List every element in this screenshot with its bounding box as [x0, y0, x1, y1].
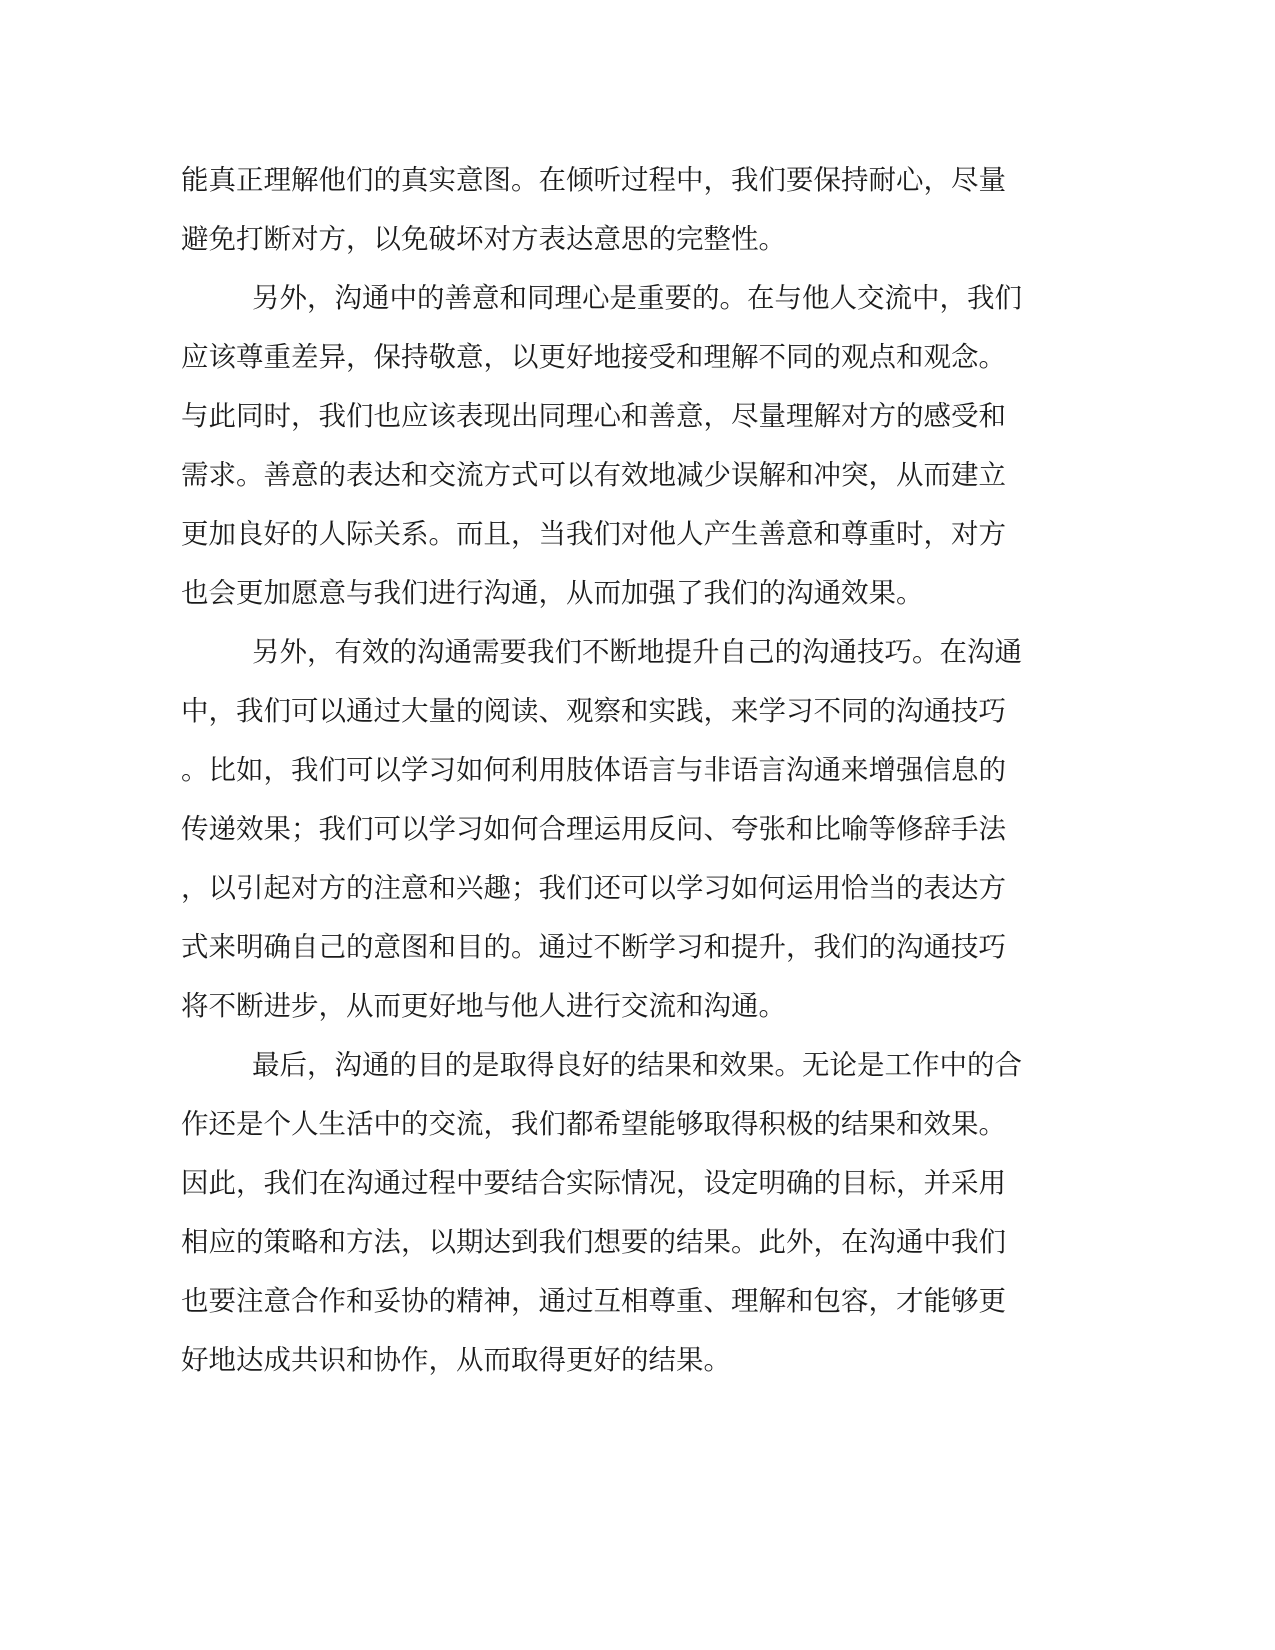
paragraph-4-line-3: 因此，我们在沟通过程中要结合实际情况，设定明确的目标，并采用 — [181, 1167, 1006, 1199]
paragraph-3-line-3: 。比如，我们可以学习如何利用肢体语言与非语言沟通来增强信息的 — [181, 754, 1006, 786]
paragraph-2-line-4: 需求。善意的表达和交流方式可以有效地减少误解和冲突，从而建立 — [181, 459, 1006, 491]
paragraph-2-line-2: 应该尊重差异，保持敬意，以更好地接受和理解不同的观点和观念。 — [181, 341, 1006, 373]
paragraph-3-line-7: 将不断进步，从而更好地与他人进行交流和沟通。 — [181, 990, 786, 1022]
paragraph-1-line-2: 避免打断对方，以免破坏对方表达意思的完整性。 — [181, 223, 786, 255]
paragraph-1-line-1: 能真正理解他们的真实意图。在倾听过程中，我们要保持耐心，尽量 — [181, 164, 1006, 196]
paragraph-3-line-1: 另外，有效的沟通需要我们不断地提升自己的沟通技巧。在沟通 — [252, 636, 1022, 668]
paragraph-4-line-5: 也要注意合作和妥协的精神，通过互相尊重、理解和包容，才能够更 — [181, 1285, 1006, 1317]
paragraph-2-line-1: 另外，沟通中的善意和同理心是重要的。在与他人交流中，我们 — [252, 282, 1022, 314]
paragraph-3-line-2: 中，我们可以通过大量的阅读、观察和实践，来学习不同的沟通技巧 — [181, 695, 1006, 727]
paragraph-2-line-3: 与此同时，我们也应该表现出同理心和善意，尽量理解对方的感受和 — [181, 400, 1006, 432]
paragraph-4-line-1: 最后，沟通的目的是取得良好的结果和效果。无论是工作中的合 — [252, 1049, 1022, 1081]
paragraph-4-line-4: 相应的策略和方法，以期达到我们想要的结果。此外，在沟通中我们 — [181, 1226, 1006, 1258]
paragraph-3-line-5: ，以引起对方的注意和兴趣；我们还可以学习如何运用恰当的表达方 — [181, 872, 1006, 904]
paragraph-2-line-5: 更加良好的人际关系。而且，当我们对他人产生善意和尊重时，对方 — [181, 518, 1006, 550]
paragraph-2-line-6: 也会更加愿意与我们进行沟通，从而加强了我们的沟通效果。 — [181, 577, 924, 609]
paragraph-3-line-6: 式来明确自己的意图和目的。通过不断学习和提升，我们的沟通技巧 — [181, 931, 1006, 963]
paragraph-4-line-2: 作还是个人生活中的交流，我们都希望能够取得积极的结果和效果。 — [181, 1108, 1006, 1140]
paragraph-3-line-4: 传递效果；我们可以学习如何合理运用反问、夸张和比喻等修辞手法 — [181, 813, 1006, 845]
paragraph-4-line-6: 好地达成共识和协作，从而取得更好的结果。 — [181, 1344, 731, 1376]
